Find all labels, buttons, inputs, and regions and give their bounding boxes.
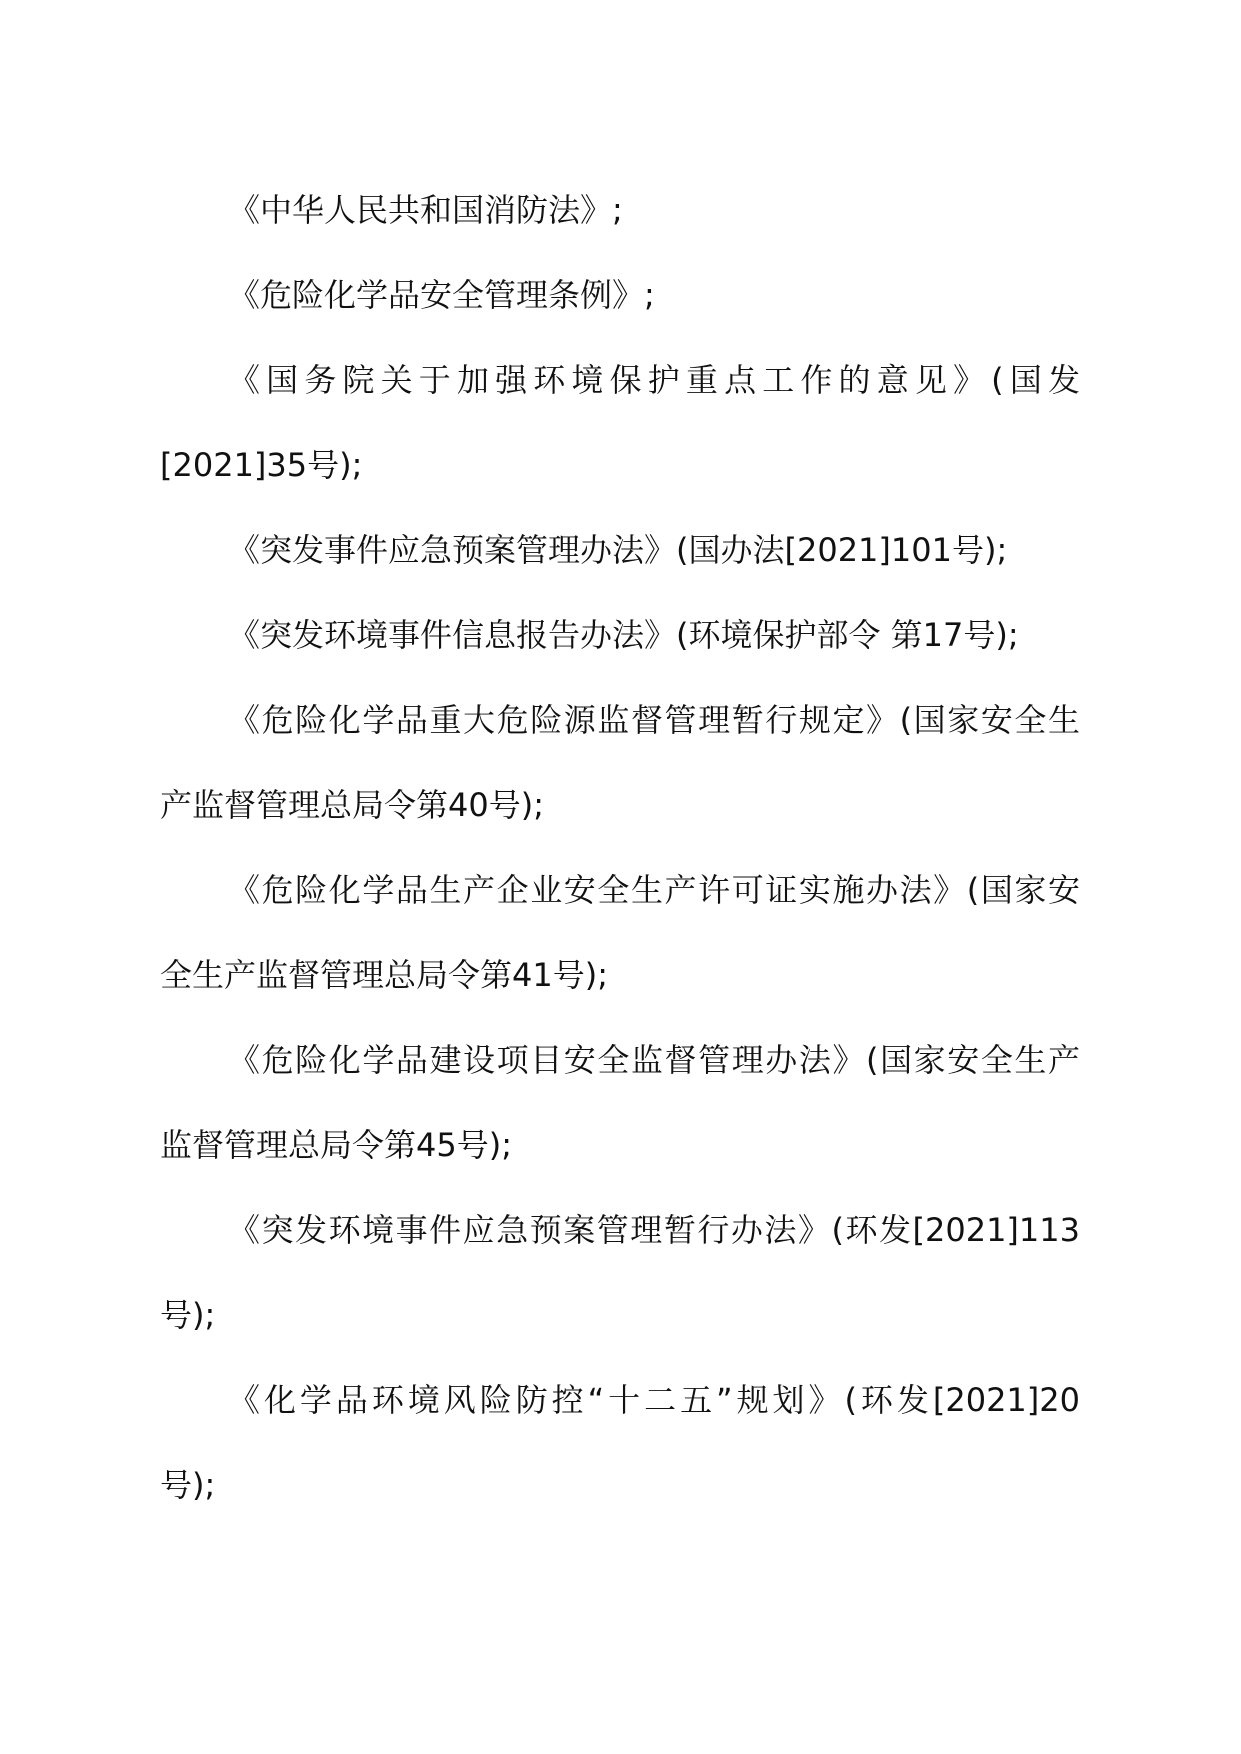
text-line: 号); xyxy=(160,1466,216,1504)
text-line: 《突发环境事件应急预案管理暂行办法》(环发[2021]113 xyxy=(228,1211,1080,1249)
text-line: 《中华人民共和国消防法》; xyxy=(228,191,623,229)
text-line: 《危险化学品建设项目安全监督管理办法》(国家安全生产 xyxy=(228,1041,1080,1079)
text-line: 《危险化学品生产企业安全生产许可证实施办法》(国家安 xyxy=(228,871,1080,909)
text-line: 产监督管理总局令第40号); xyxy=(160,786,544,824)
text-line: [2021]35号); xyxy=(160,446,363,484)
text-line: 《突发事件应急预案管理办法》(国办法[2021]101号); xyxy=(228,531,1008,569)
text-line: 《国务院关于加强环境保护重点工作的意见》(国发 xyxy=(228,361,1080,399)
text-line: 监督管理总局令第45号); xyxy=(160,1126,512,1164)
text-line: 号); xyxy=(160,1296,216,1334)
text-line: 《突发环境事件信息报告办法》(环境保护部令 第17号); xyxy=(228,616,1019,654)
text-line: 《危险化学品重大危险源监督管理暂行规定》(国家安全生 xyxy=(228,701,1080,739)
text-line: 全生产监督管理总局令第41号); xyxy=(160,956,608,994)
text-line: 《危险化学品安全管理条例》; xyxy=(228,276,655,314)
text-line: 《化学品环境风险防控“十二五”规划》(环发[2021]20 xyxy=(228,1381,1080,1419)
